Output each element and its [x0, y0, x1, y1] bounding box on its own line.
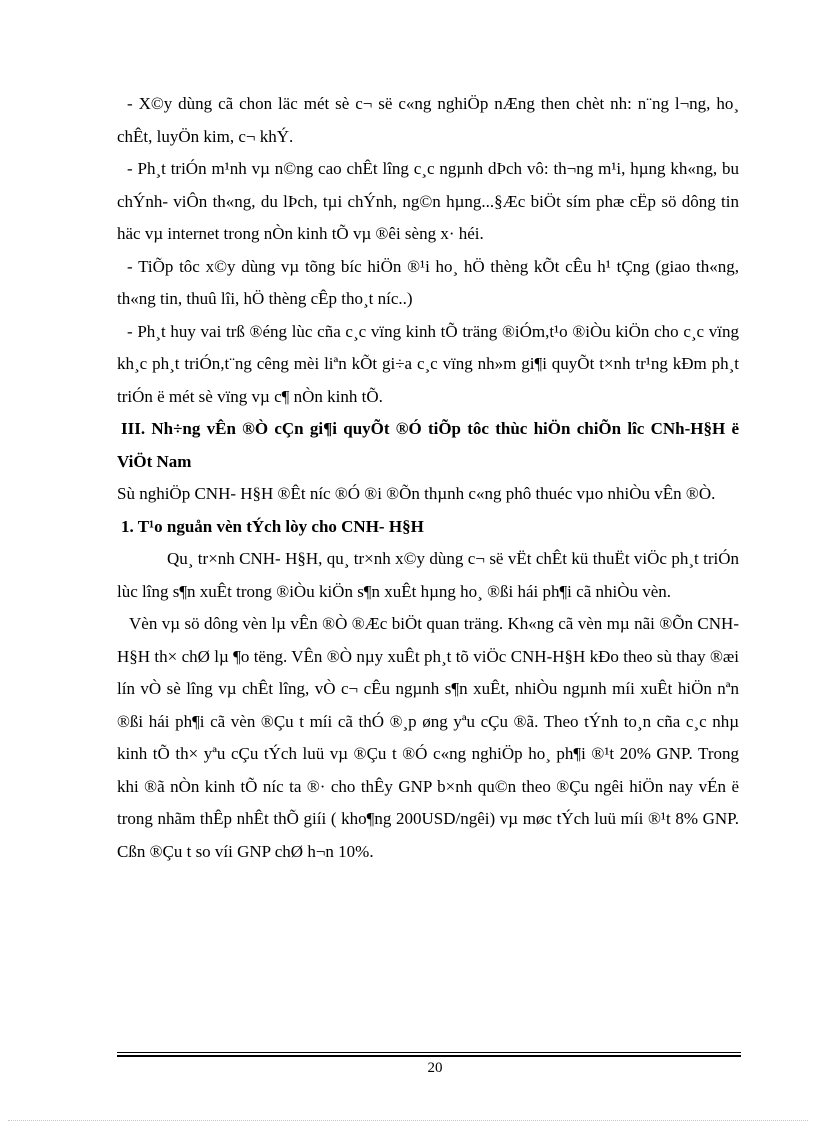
bullet-services: - Ph¸t triÓn m¹nh vµ n©ng cao chÊt lîng c¸c ngµnh dÞch vô: th¬ng m¹i, hµng kh«ng, bu chÝnh- viÔn th«ng, du lÞch, tµi chÝnh, ng©n hµng...§Æc biÖt sím phæ cËp sö dông tin häc vµ internet trong nÒn kinh tÕ vµ ®êi sèng x· héi.	[117, 159, 739, 243]
page-number: 20	[427, 1060, 443, 1076]
page-body	[117, 88, 739, 868]
bullet-infrastructure: - TiÕp tôc x©y dùng vµ tõng bíc hiÖn ®¹i ho¸ hÖ thèng kÕt cÊu h¹ tÇng (giao th«ng, th«ng tin, thuû lîi, hÖ thèng cÊp tho¸t níc..)	[117, 256, 739, 308]
bullet-heavy-industry: - X©y dùng cã chon läc mét sè c¬ së c«ng nghiÖp nÆng then chèt nh: n¨ng l¬ng, ho¸ chÊt, luyÖn kim, c¬ khÝ.	[117, 94, 739, 146]
body-paragraph-1: Qu¸ tr×nh CNH- H§H, qu¸ tr×nh x©y dùng c¬ së vËt chÊt kü thuËt viÖc ph¸t triÓn lùc lîng s¶n xuÊt trong ®iÒu kiÖn s¶n xuÊt hµng ho¸ ®ßi hái ph¶i cã nhiÒu vèn.	[117, 549, 739, 601]
footer-rule-thick	[117, 1055, 741, 1057]
footer-rule	[117, 1052, 741, 1053]
body-paragraph-2: Vèn vµ sö dông vèn lµ vÊn ®Ò ®Æc biÖt quan träng. Kh«ng cã vèn mµ nãi ®Õn CNH- H§H th× chØ lµ ¶o tëng. VÊn ®Ò nµy xuÊt ph¸t tõ viÖc CNH-H§H kÐo theo sù thay ®æi lín vÒ sè lîng vµ chÊt lîng, vÒ c¬ cÊu ngµnh s¶n xuÊt, nhiÒu ngµnh míi xuÊt hiÖn nªn ®ßi hái ph¶i cã vèn ®Çu t míi cã thÓ ®¸p øng yªu cÇu ®ã. Theo tÝnh to¸n cña c¸c nhµ kinh tÕ th× yªu cÇu tÝch luü vµ ®Çu t ®Ó c«ng nghiÖp ho¸ ph¶i ®¹t 20% GNP. Trong khi ®ã nÒn kinh tÕ níc ta ®· cho thÊy GNP b×nh qu©n theo ®Çu ngêi hiÖn nay vÉn ë trong nhãm thÊp nhÊt thÕ giíi ( kho¶ng 200USD/ngêi) vµ møc tÝch luü míi ®¹t 8% GNP. Cßn ®Çu t so víi GNP chØ h¬n 10%.	[117, 614, 739, 861]
bullet-regional-economy: - Ph¸t huy vai trß ®éng lùc cña c¸c vïng kinh tÕ träng ®iÓm,t¹o ®iÒu kiÖn cho c¸c vïng kh¸c ph¸t triÓn,t¨ng cêng mèi liªn kÕt gi÷a c¸c vïng nh»m gi¶i quyÕt t×nh tr¹ng kÐm ph¸t triÓn ë mét sè vïng vµ c¶ nÒn kinh tÕ.	[117, 321, 739, 406]
subsection-heading-1: 1. T¹o nguån vèn tÝch lòy cho CNH- H§H	[121, 516, 424, 536]
section-heading-iii: III. Nh÷ng vÊn ®Ò cÇn gi¶i quyÕt ®Ó tiÕp tôc thùc hiÖn chiÕn lîc CNh-H§H ë ViÖt Nam	[117, 419, 739, 471]
page-edge-dotted-line	[8, 1120, 808, 1121]
intro-paragraph: Sù nghiÖp CNH- H§H ®Êt níc ®Ó ®i ®Õn thµnh c«ng phô thuéc vµo nhiÒu vÊn ®Ò.	[117, 484, 716, 503]
